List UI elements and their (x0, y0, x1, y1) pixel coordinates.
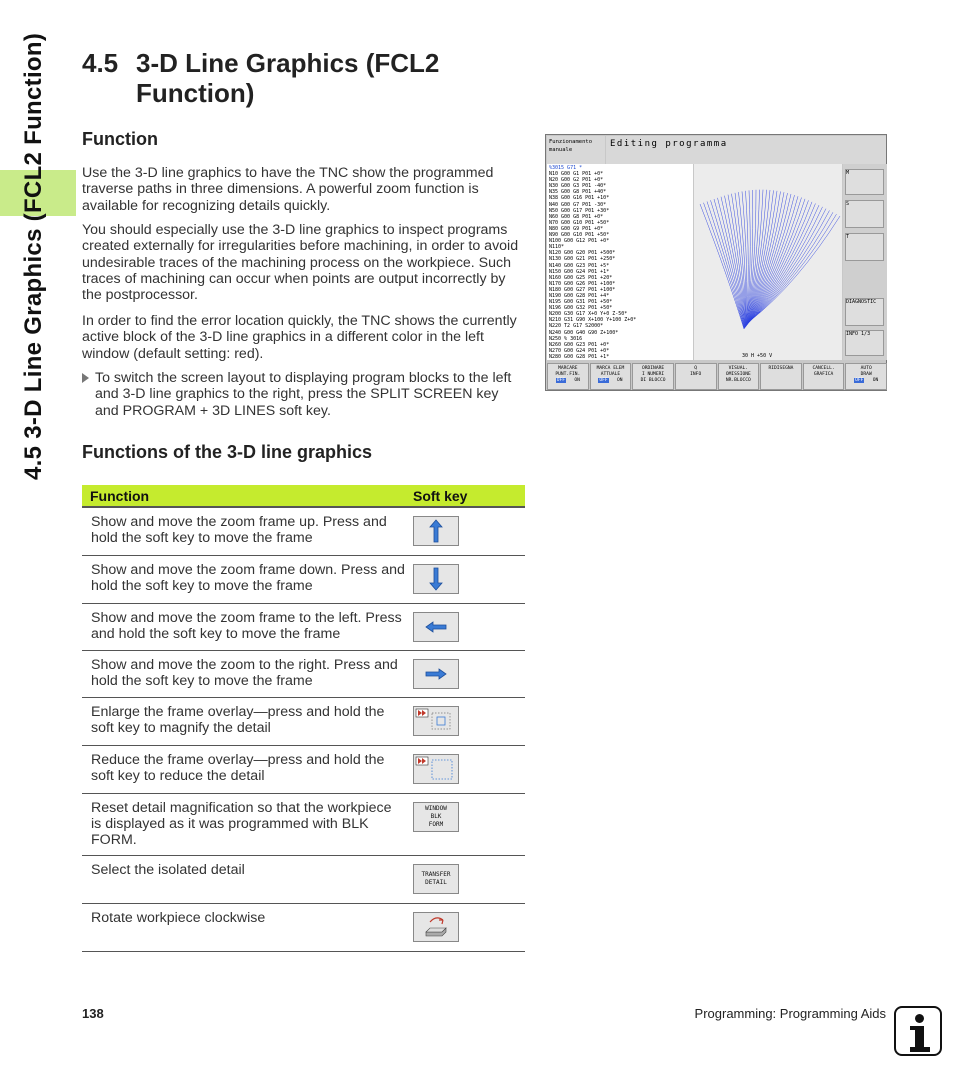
program-line: N260 G00 G23 P01 +0* (549, 341, 610, 348)
line-graphics-view (694, 164, 842, 360)
program-line: N50 G00 G17 P01 +30* (549, 207, 610, 214)
enlarge-frame-icon (414, 707, 458, 735)
zoom-left-softkey[interactable] (413, 612, 459, 642)
program-line: N60 G00 G8 P01 +0* (549, 213, 604, 220)
3d-line-graphics (694, 164, 842, 350)
side-chapter-label: 4.5 3-D Line Graphics (FCL2 Function) (20, 32, 47, 480)
program-line: N40 G00 G7 P01 -30* (549, 201, 607, 208)
program-line: N280 G00 G28 P01 +1* (549, 353, 610, 360)
arrow-up-icon (429, 519, 443, 543)
screen-softkey[interactable]: AUTO DRAW OFF ON (845, 363, 887, 390)
section-heading-function: Function (82, 129, 158, 149)
arrow-right-icon (425, 668, 447, 680)
paragraph-1: Use the 3-D line graphics to have the TNC show the programmed traverse paths in three dimensions. A powerful zoom function is available for recognizing details quickly. (82, 165, 494, 214)
screen-softkey[interactable]: Q INFO (675, 363, 717, 390)
program-line: N160 G00 G25 P01 +20* (549, 274, 613, 281)
paragraph-2: You should especially use the 3-D line graphics to inspect programs created externally for irregularities before machining, in order to avoid undesirable traces of the machining process on the workpiece. Such traces of machining can occur when points are output incorrectly by the postprocessor. (82, 222, 519, 304)
s-button[interactable]: S (845, 200, 884, 228)
zoom-up-softkey[interactable] (413, 516, 459, 546)
program-listing (547, 164, 693, 360)
footer-chapter-title: Programming: Programming Aids (694, 1006, 886, 1021)
program-line: N130 G00 G21 P01 +250* (549, 256, 616, 263)
program-line: N38 G00 G16 P01 +10* (549, 195, 610, 202)
screen-softkey[interactable]: RIDISEGNA (760, 363, 802, 390)
program-line: N90 G00 G10 P01 +50* (549, 232, 610, 239)
diagnostic-button[interactable]: DIAGNOSTIC (845, 298, 884, 326)
program-line: N80 G00 G9 P01 +0* (549, 225, 604, 232)
screen-softkey-row (547, 363, 887, 390)
rotate-clockwise-softkey[interactable] (413, 912, 459, 942)
program-line: N20 G00 G2 P01 +0* (549, 177, 604, 184)
table-row: Reset detail magnification so that the workpiece is displayed as it was programmed with BLK FORM. WINDOW BLK FORM (82, 793, 525, 855)
program-line: N150 G00 G24 P01 +1* (549, 268, 610, 275)
screen-softkey[interactable]: CANCELL. GRAFICA (803, 363, 845, 390)
program-line: N270 G00 G24 P01 +0* (549, 347, 610, 354)
program-line: %3015 G71 * (549, 165, 583, 171)
info-icon (894, 1006, 942, 1056)
m-button[interactable]: M (845, 169, 884, 195)
program-line: N195 G00 G31 P01 +50* (549, 299, 613, 306)
transfer-detail-softkey[interactable]: TRANSFER DETAIL (413, 864, 459, 894)
info-button[interactable]: INFO 1/3 (845, 330, 884, 356)
screen-right-panel (843, 164, 887, 360)
table-row: Show and move the zoom frame to the left. Press and hold the soft key to move the frame (82, 603, 525, 650)
program-line: N170 G00 G26 P01 +100* (549, 280, 616, 287)
table-row: Enlarge the frame overlay—press and hold the soft key to magnify the detail (82, 697, 525, 745)
zoom-down-softkey[interactable] (413, 564, 459, 594)
arrow-left-icon (425, 621, 447, 633)
program-line: N120 G00 G20 P01 +500* (549, 250, 616, 257)
coordinate-readout: 30 H +50 V (742, 353, 773, 359)
screen-softkey[interactable]: VISUAL. OMISSIONE NR.BLOCCO (718, 363, 760, 390)
screen-header: Editing programma (606, 136, 886, 164)
page-title: 4.5 3-D Line Graphics (FCL2 Function) (82, 48, 440, 108)
program-line: N210 G31 G90 X+100 Y+100 Z+0* (549, 317, 637, 324)
page-number: 138 (82, 1006, 104, 1021)
table-row: Show and move the zoom frame up. Press and hold the soft key to move the frame (82, 507, 525, 555)
table-row: Show and move the zoom to the right. Press and hold the soft key to move the frame (82, 650, 525, 697)
zoom-right-softkey[interactable] (413, 659, 459, 689)
table-header-softkey: Soft key (413, 485, 525, 507)
program-line: N220 T2 G17 S2000* (549, 323, 604, 330)
window-blk-form-softkey[interactable]: WINDOW BLK FORM (413, 802, 459, 832)
program-line: N196 G00 G32 P01 +50* (549, 305, 613, 312)
screen-mode-label: Funzionamento manuale (547, 136, 605, 164)
bullet-instruction: To switch the screen layout to displaying program blocks to the left and 3-D line graphics to the right, press the SPLIT SCREEN key and PROGRAM + 3D LINES soft key. (82, 370, 524, 419)
screen-softkey[interactable]: MARCARE PUNT.FIN. OFF ON (547, 363, 589, 390)
rotate-clockwise-icon (416, 914, 456, 940)
screen-softkey[interactable]: MARCA ELEM ATTUALE OFF ON (590, 363, 632, 390)
program-line: N180 G00 G27 P01 +100* (549, 286, 616, 293)
table-row: Reduce the frame overlay—press and hold the soft key to reduce the detail (82, 745, 525, 793)
program-line: N70 G00 G10 P01 +50* (549, 219, 610, 226)
functions-table (82, 485, 525, 952)
table-header-function: Function (82, 485, 413, 507)
table-row: Show and move the zoom frame down. Press and hold the soft key to move the frame (82, 555, 525, 603)
reduce-frame-softkey[interactable] (413, 754, 459, 784)
table-row: Rotate workpiece clockwise (82, 903, 525, 951)
program-line: N190 G00 G28 P01 +4* (549, 292, 610, 299)
paragraph-3: In order to find the error location quickly, the TNC shows the currently active block of the 3-D line graphics in a different color in the left window (default setting: red). (82, 313, 517, 362)
program-line: N140 G00 G23 P01 +5* (549, 262, 610, 269)
screen-softkey[interactable]: ORDINARE I NUMERI DI BLOCCO (632, 363, 674, 390)
program-line: N10 G00 G1 P01 +0* (549, 171, 604, 178)
reduce-frame-icon (414, 755, 458, 783)
table-row: Select the isolated detail TRANSFER DETAIL (82, 855, 525, 903)
program-line: N240 G00 G40 G90 Z+100* (549, 329, 619, 336)
bullet-triangle-icon (82, 373, 89, 383)
program-line: N250 % 3016 (549, 335, 583, 342)
program-line: N100 G00 G12 P01 +0* (549, 238, 610, 245)
program-line: N35 G00 G8 P01 +40* (549, 189, 607, 196)
program-line: N200 G30 G17 X+0 Y+0 Z-50* (549, 311, 628, 318)
program-line: N30 G00 G3 P01 -40* (549, 183, 607, 190)
program-line: N110* (549, 244, 565, 251)
section-heading-functions: Functions of the 3-D line graphics (82, 442, 373, 462)
t-button[interactable]: T (845, 233, 884, 261)
arrow-down-icon (429, 567, 443, 591)
tnc-screen-image (545, 134, 887, 391)
enlarge-frame-softkey[interactable] (413, 706, 459, 736)
